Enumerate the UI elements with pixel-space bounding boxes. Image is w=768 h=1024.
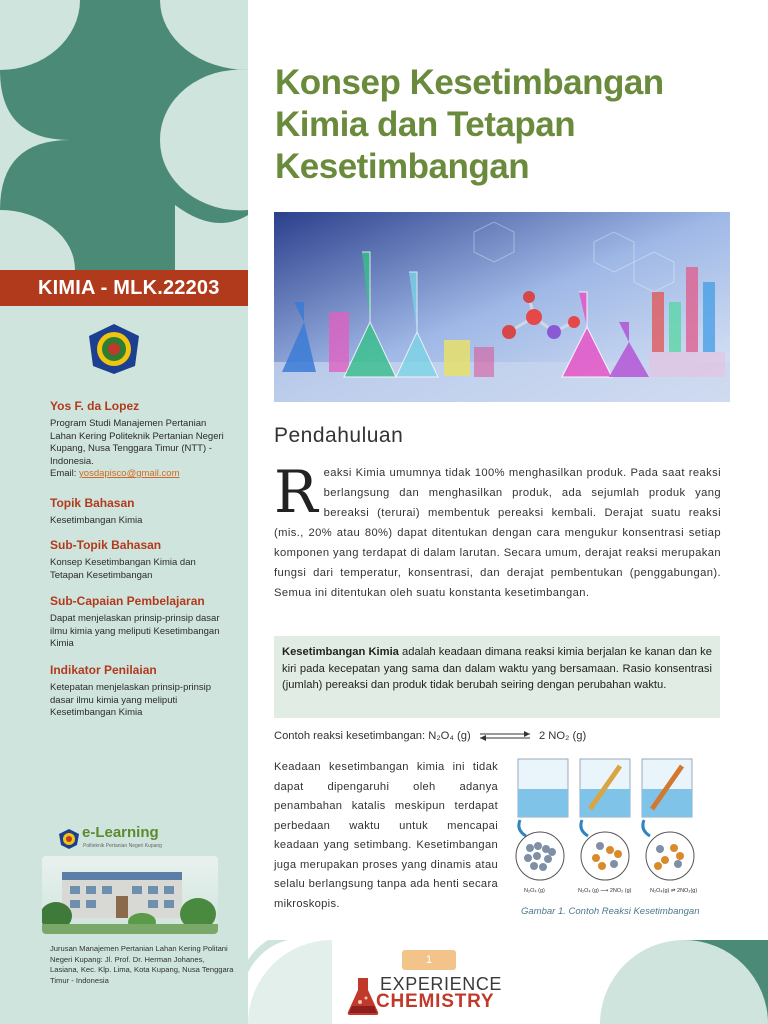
lab-glassware-image: [274, 212, 730, 402]
flask-icon: [346, 976, 380, 1016]
author-name: Yos F. da Lopez: [50, 399, 140, 413]
assessment-section: [50, 663, 230, 720]
section-heading: Indikator Penilaian: [50, 663, 157, 677]
page-title: Konsep Kesetimbangan Kimia dan Tetapan Kesetimbangan: [275, 63, 664, 186]
definition-box: [274, 636, 720, 718]
section-text: Ketepatan menjelaskan prinsip-prinsip dasar ilmu kimia yang meliputi Kesetimbangan Kimia: [50, 682, 212, 718]
intro-paragraph: [274, 458, 721, 603]
figure-label: N₂O₄ (g) ⟶ 2NO₂ (g): [578, 888, 632, 894]
figure-label: N₂O₄(g) ⇌ 2NO₂(g): [650, 888, 698, 894]
intro-text: eaksi Kimia umumnya tidak 100% menghasilkan produk. Pada saat reaksi berlangsung dan menghasilkan produk, ada sejumlah produk yang bereaksi (terurai) membentuk pereaksi kembali. Derajat suatu reaksi (mis., 20% atau 80%) dapat ditentukan dengan cara mengukur konsentrasi setiap komponen yang terdapat di dalam larutan. Secara umum, derajat reaksi merupakan fungsi dari temperatur, konsentrasi, dan derajat pembentukan (penggabungan). Semua ini ditentukan oleh suatu konstanta kesetimbangan.: [274, 467, 721, 599]
institution-seal-icon: [85, 322, 143, 376]
elearning-subtitle: Politeknik Pertanian Negeri Kupang: [83, 843, 162, 849]
course-code-banner: KIMIA - MLK.22203: [0, 270, 248, 306]
brand-line2: CHEMISTRY: [376, 991, 495, 1012]
product: 2 NO₂ (g): [538, 730, 587, 742]
equilibrium-arrow-icon: [476, 730, 534, 742]
author-block: [50, 399, 230, 481]
equilibrium-figure: [510, 754, 720, 899]
section-text: Konsep Kesetimbangan Kimia dan Tetapan Kesetimbangan: [50, 557, 196, 581]
topic-section: [50, 496, 230, 528]
intro-heading: Pendahuluan: [274, 424, 404, 447]
elearning-logo: [56, 824, 226, 856]
figure-label: N₂O₄ (g): [524, 888, 545, 894]
section-text: Dapat menjelaskan prinsip-prinsip dasar ilmu kimia yang meliputi Kesetimbangan Kimia: [50, 613, 220, 649]
author-affiliation: Program Studi Manajemen Pertanian Lahan Kering Politeknik Pertanian Negeri Kupang, Nusa Tenggara Timur (NTT) - Indonesia. Email: yosdapisco@gmail.com: [50, 418, 224, 479]
definition-text: adalah keadaan dimana reaksi kimia berjalan ke kanan dan ke kiri pada kecepatan yang sama dan dalam waktu yang bersamaan. Rasio konsentrasi (jumlah) pereaksi dan produk tidak berubah seiring dengan perubahan waktu.: [282, 646, 712, 691]
elearning-title: e-Learning: [82, 824, 159, 841]
section-heading: Sub-Topik Bahasan: [50, 538, 162, 552]
definition-term: Kesetimbangan Kimia: [282, 646, 399, 658]
section-heading: Sub-Capaian Pembelajaran: [50, 594, 205, 608]
drop-cap: R: [274, 458, 318, 526]
sidebar: [0, 0, 248, 1024]
reactant: N₂O₄ (g): [428, 730, 471, 742]
experience-chemistry-logo: [344, 972, 524, 1016]
section-text: Kesetimbangan Kimia: [50, 515, 143, 526]
example-label: Contoh reaksi kesetimbangan:: [274, 730, 429, 742]
page-number: 1: [402, 950, 456, 970]
campus-photo: [42, 856, 218, 934]
example-reaction: [274, 730, 586, 742]
sidebar-decoration: [0, 0, 248, 270]
section-heading: Topik Bahasan: [50, 496, 135, 510]
subtopic-section: [50, 538, 230, 582]
figure-caption: Gambar 1. Contoh Reaksi Kesetimbangan: [521, 906, 700, 917]
brand-line1: EXPERIENCE: [380, 974, 503, 994]
elearning-seal-icon: [58, 828, 80, 850]
bottom-decoration-right: [600, 940, 768, 1024]
address-text: Jurusan Manajemen Pertanian Lahan Kering Politani Negeri Kupang: Jl. Prof. Dr. Herman Johanes, Lasiana, Kec. Klp. Lima, Kota Kupang, Nusa Tenggara Timur - Indonesia: [50, 944, 234, 985]
email-link[interactable]: yosdapisco@gmail.com: [79, 468, 180, 479]
body-paragraph: Keadaan kesetimbangan kimia ini tidak dapat dipengaruhi oleh adanya penambahan katalis meskipun terdapat perbedaan waktu untuk mencapai keadaan yang setimbang. Kesetimbangan juga merupakan proses yang dinamis atau selalu berlangsung tanpa ada henti secara mikroskopis.: [274, 761, 498, 910]
learning-outcome-section: [50, 594, 230, 651]
